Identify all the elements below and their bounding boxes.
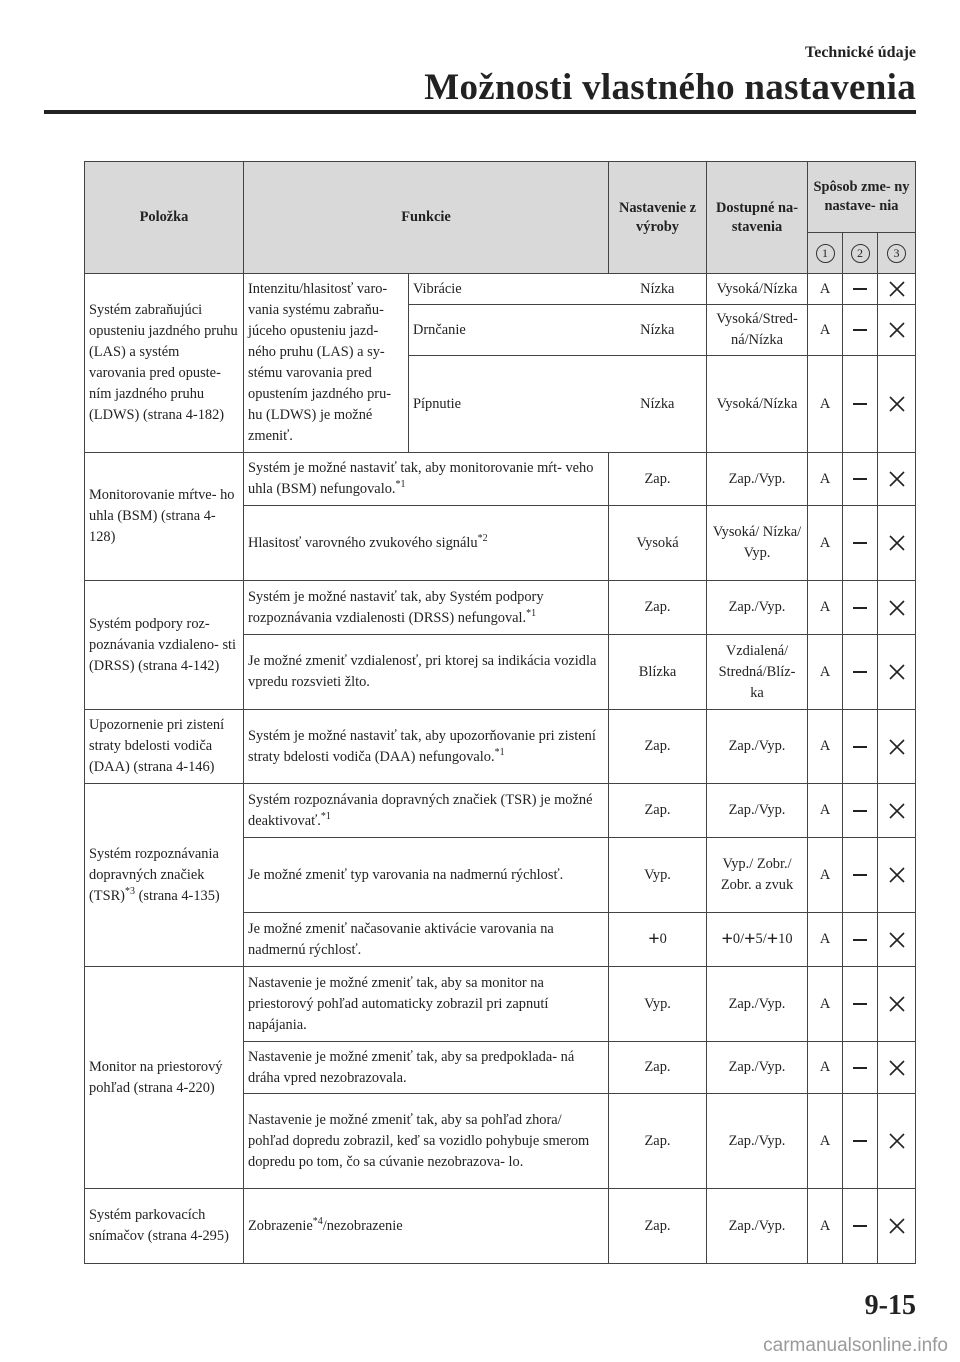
function-cell: Systém je možné nastaviť tak, aby monitorovanie mŕt- veho uhla (BSM) nefungovalo.$^{*1}$ xyxy=(244,453,609,506)
dash-icon xyxy=(843,838,878,913)
header-method: Spôsob zme- ny nastave- nia xyxy=(808,162,916,233)
item-cell: Systém parkovacích snímačov (strana 4-295) xyxy=(85,1189,244,1264)
default-cell: +0 xyxy=(609,913,707,967)
available-cell: Zap./Vyp. xyxy=(707,1094,808,1189)
cross-icon xyxy=(878,913,916,967)
cross-icon xyxy=(878,710,916,784)
cross-icon xyxy=(878,967,916,1042)
default-cell: Nízka xyxy=(609,356,707,453)
function-cell: Je možné zmeniť vzdialenosť, pri ktorej sa indikácia vozidla vpredu rozsvieti žlto. xyxy=(244,635,609,710)
page-number: 9-15 xyxy=(864,1290,916,1321)
item-cell: Systém rozpoznávania dopravných značiek (TSR)$^{*3}$ (strana 4-135) xyxy=(85,784,244,967)
item-cell: Upozornenie pri zistení straty bdelosti vodiča (DAA) (strana 4-146) xyxy=(85,710,244,784)
table-row xyxy=(85,967,916,1042)
cross-icon xyxy=(878,784,916,838)
method-a-cell: A xyxy=(808,356,843,453)
cross-icon xyxy=(878,274,916,305)
function-cell: Intenzitu/hlasitosť varo- vania systému zabraňu- júceho opusteniu jazd- ného pruhu (LAS) a sy- stému varovania pred opustením jazdného pru- hu (LDWS) je možné zmeniť. xyxy=(244,274,409,453)
cross-icon xyxy=(878,1042,916,1094)
dash-icon xyxy=(843,506,878,581)
cross-icon xyxy=(878,1094,916,1189)
method-a-cell: A xyxy=(808,1042,843,1094)
default-cell: Zap. xyxy=(609,1042,707,1094)
default-cell: Zap. xyxy=(609,784,707,838)
method-a-cell: A xyxy=(808,838,843,913)
available-cell: Zap./Vyp. xyxy=(707,1189,808,1264)
cross-icon xyxy=(878,1189,916,1264)
method-a-cell: A xyxy=(808,913,843,967)
function-cell: Nastavenie je možné zmeniť tak, aby sa predpoklada- ná dráha vpred nezobrazovala. xyxy=(244,1042,609,1094)
available-cell: Vysoká/ Nízka/ Vyp. xyxy=(707,506,808,581)
function-cell: Je možné zmeniť načasovanie aktivácie varovania na nadmernú rýchlosť. xyxy=(244,913,609,967)
default-cell: Nízka xyxy=(609,274,707,305)
section-label: Technické údaje xyxy=(805,44,916,61)
title-divider xyxy=(44,110,916,114)
table-row xyxy=(85,1189,916,1264)
header-available: Dostupné na- stavenia xyxy=(707,162,808,274)
header-row xyxy=(85,162,916,233)
function-cell: Je možné zmeniť typ varovania na nadmernú rýchlosť. xyxy=(244,838,609,913)
default-cell: Blízka xyxy=(609,635,707,710)
plus-icon: + xyxy=(721,928,733,950)
available-cell: Zap./Vyp. xyxy=(707,1042,808,1094)
function-cell: Zobrazenie$^{*4}$/nezobrazenie xyxy=(244,1189,609,1264)
item-cell: Monitorovanie mŕtve- ho uhla (BSM) (strana 4-128) xyxy=(85,453,244,581)
default-cell: Vysoká xyxy=(609,506,707,581)
item-cell: Monitor na priestorový pohľad (strana 4-220) xyxy=(85,967,244,1189)
dash-icon xyxy=(843,710,878,784)
header-default: Nastavenie z výroby xyxy=(609,162,707,274)
available-cell: Vysoká/Nízka xyxy=(707,356,808,453)
sub-setting-cell: Vibrácie xyxy=(409,274,609,305)
cross-icon xyxy=(878,305,916,356)
page-title: Možnosti vlastného nastavenia xyxy=(424,67,916,108)
method-a-cell: A xyxy=(808,1189,843,1264)
watermark[interactable]: carmanualsonline.info xyxy=(763,1335,948,1356)
method-2-icon: 2 xyxy=(851,244,870,263)
table-row xyxy=(85,274,916,305)
dash-icon xyxy=(843,1042,878,1094)
item-cell: Systém zabraňujúci opusteniu jazdného pruhu (LAS) a systém varovania pred opuste- ním jazdného pruhu (LDWS) (strana 4-182) xyxy=(85,274,244,453)
dash-icon xyxy=(843,784,878,838)
function-cell: Systém je možné nastaviť tak, aby upozorňovanie pri zistení straty bdelosti vodiča (DAA) nefungovalo.$^{*1}$ xyxy=(244,710,609,784)
function-cell: Nastavenie je možné zmeniť tak, aby sa pohľad zhora/ pohľad dopredu zobrazil, keď sa vozidlo pohybuje smerom dopredu po tom, čo sa cúvanie nezobrazova- lo. xyxy=(244,1094,609,1189)
available-cell: Vyp./ Zobr./ Zobr. a zvuk xyxy=(707,838,808,913)
default-cell: Nízka xyxy=(609,305,707,356)
default-cell: Zap. xyxy=(609,453,707,506)
default-cell: Zap. xyxy=(609,1189,707,1264)
plus-icon: + xyxy=(766,928,779,950)
sub-setting-cell: Drnčanie xyxy=(409,305,609,356)
available-cell: Zap./Vyp. xyxy=(707,784,808,838)
function-cell: Nastavenie je možné zmeniť tak, aby sa monitor na priestorový pohľad automaticky zobrazil pri zapnutí napájania. xyxy=(244,967,609,1042)
method-a-cell: A xyxy=(808,581,843,635)
cross-icon xyxy=(878,356,916,453)
method-a-cell: A xyxy=(808,784,843,838)
available-cell: Zap./Vyp. xyxy=(707,581,808,635)
dash-icon xyxy=(843,1094,878,1189)
default-cell: Vyp. xyxy=(609,838,707,913)
cross-icon xyxy=(878,838,916,913)
cross-icon xyxy=(878,635,916,710)
cross-icon xyxy=(878,453,916,506)
table-row xyxy=(85,453,916,506)
plus-icon: + xyxy=(648,928,660,950)
available-cell: Vysoká/Nízka xyxy=(707,274,808,305)
default-cell: Zap. xyxy=(609,710,707,784)
dash-icon xyxy=(843,913,878,967)
function-cell: Systém je možné nastaviť tak, aby Systém podpory rozpoznávania vzdialenosti (DRSS) nefungoval.$^{*1}$ xyxy=(244,581,609,635)
available-cell: Vzdialená/ Stredná/Blíz- ka xyxy=(707,635,808,710)
function-cell: Hlasitosť varovného zvukového signálu$^{*2}$ xyxy=(244,506,609,581)
available-cell: Zap./Vyp. xyxy=(707,967,808,1042)
sub-setting-cell: Pípnutie xyxy=(409,356,609,453)
dash-icon xyxy=(843,356,878,453)
available-cell: Zap./Vyp. xyxy=(707,710,808,784)
method-a-cell: A xyxy=(808,967,843,1042)
available-cell: Zap./Vyp. xyxy=(707,453,808,506)
function-cell: Systém rozpoznávania dopravných značiek (TSR) je možné deaktivovať.$^{*1}$ xyxy=(244,784,609,838)
dash-icon xyxy=(843,581,878,635)
plus-icon: + xyxy=(744,928,756,950)
method-a-cell: A xyxy=(808,506,843,581)
method-3-icon: 3 xyxy=(887,244,906,263)
settings-table xyxy=(84,161,916,1264)
default-cell: Vyp. xyxy=(609,967,707,1042)
cross-icon xyxy=(878,581,916,635)
table-row xyxy=(85,581,916,635)
available-cell: +0/+5/+10 xyxy=(707,913,808,967)
method-a-cell: A xyxy=(808,710,843,784)
dash-icon xyxy=(843,1189,878,1264)
dash-icon xyxy=(843,635,878,710)
dash-icon xyxy=(843,967,878,1042)
method-a-cell: A xyxy=(808,1094,843,1189)
table-row xyxy=(85,710,916,784)
method-a-cell: A xyxy=(808,453,843,506)
method-a-cell: A xyxy=(808,305,843,356)
header-item: Položka xyxy=(85,162,244,274)
default-cell: Zap. xyxy=(609,581,707,635)
table-row xyxy=(85,784,916,838)
item-cell: Systém podpory roz- poznávania vzdialeno- sti (DRSS) (strana 4-142) xyxy=(85,581,244,710)
header-function: Funkcie xyxy=(244,162,609,274)
method-1-icon: 1 xyxy=(816,244,835,263)
method-a-cell: A xyxy=(808,635,843,710)
available-cell: Vysoká/Stred- ná/Nízka xyxy=(707,305,808,356)
dash-icon xyxy=(843,274,878,305)
cross-icon xyxy=(878,506,916,581)
default-cell: Zap. xyxy=(609,1094,707,1189)
dash-icon xyxy=(843,453,878,506)
dash-icon xyxy=(843,305,878,356)
method-a-cell: A xyxy=(808,274,843,305)
